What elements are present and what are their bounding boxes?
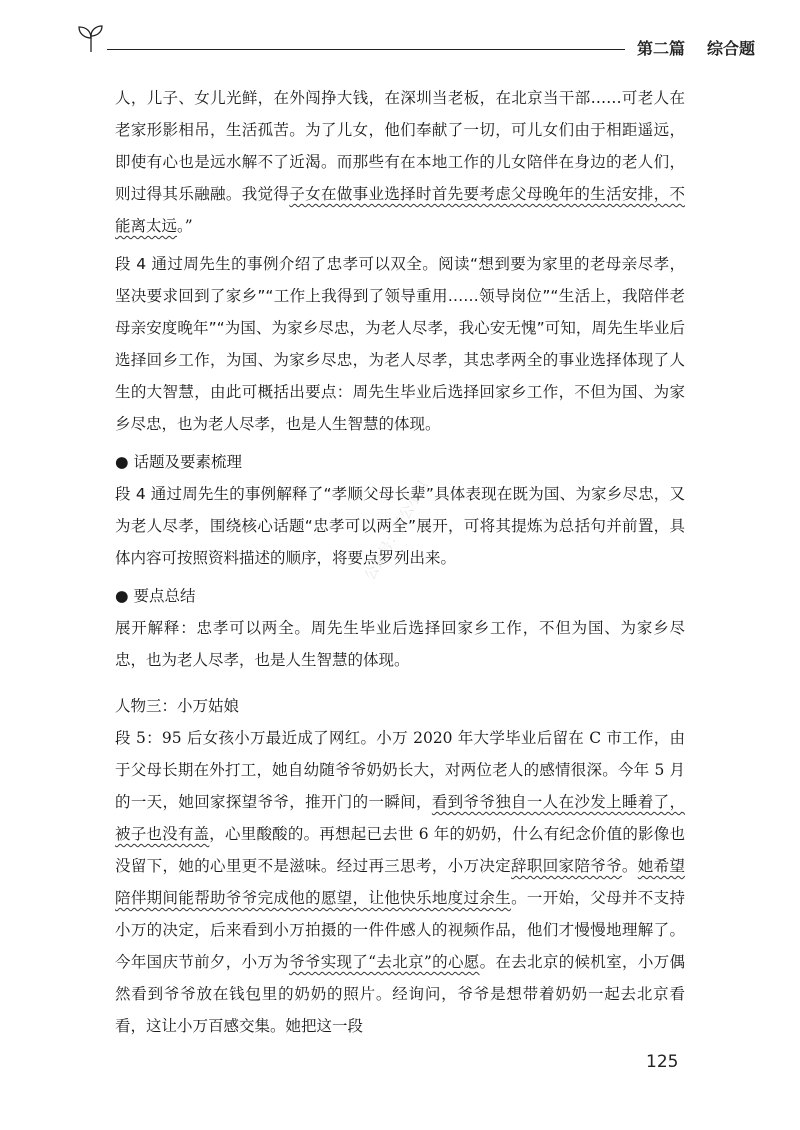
page-number: 125 — [646, 1052, 679, 1072]
material-paragraph: 段 5：95 后女孩小万最近成了网红。小万 2020 年大学毕业后留在 C 市工作，由于父母长期在外打工，她自幼随爷爷奶奶长大，对两位老人的感情很深。今年 5 月的一天，她回家探望爷爷，推开门的一瞬间，看到爷爷独自一人在沙发上睡着了，被子也没有盖，心里酸酸的。再想起已去世 6 年的奶奶，什么有纪念价值的影像也没留下，她的心里更不是滋味。经过再三思考，小万决定辞职回家陪爷爷。她希望陪伴期间能帮助爷爷完成他的愿望，让他快乐地度过余生。一开始，父母并不支持小万的决定，后来看到小万拍摄的一件件感人的视频作品，他们才慢慢地理解了。今年国庆节前夕，小万为爷爷实现了“去北京”的心愿。在去北京的候机室，小万偶然看到爷爷放在钱包里的奶奶的照片。经询问，爷爷是想带着奶奶一起去北京看看，这让小万百感交集。她把这一段 — [115, 729, 685, 1035]
underlined-phrase: 看到爷爷独自一人在沙发上睡着了，被子也没有盖 — [115, 793, 685, 843]
underlined-phrase: 辞职回家陪爷爷 — [511, 857, 622, 875]
page-body — [115, 82, 685, 1042]
underlined-phrase: 她希望陪伴期间能帮助爷爷完成他的愿望，让他快乐地度过余生 — [115, 857, 685, 907]
analysis-paragraph: 段 4 通过周先生的事例介绍了忠孝可以双全。阅读“想到要为家里的老母亲尽孝，坚决要求回到了家乡”“工作上我得到了领导重用……领导岗位”“生活上，我陪伴老母亲安度晚年”“为国、为家乡尽忠，为老人尽孝，我心安无愧”可知，周先生毕业后选择回乡工作，为国、为家乡尽忠，为老人尽孝，其忠孝两全的事业选择体现了人生的大智慧，由此可概括出要点：周先生毕业后选择回家乡工作，不但为国、为家乡尽忠，也为老人尽孝，也是人生智慧的体现。 — [115, 255, 685, 433]
header-title — [637, 36, 755, 59]
summary-paragraph: 展开解释：忠孝可以两全。周先生毕业后选择回家乡工作，不但为国、为家乡尽忠，也为老人尽孝，也是人生智慧的体现。 — [115, 619, 685, 669]
person-heading: 人物三：小万姑娘 — [115, 697, 240, 715]
watermark: 公众号：考公小组 — [361, 478, 432, 583]
underlined-phrase: 爷爷实现了“去北京”的心愿 — [289, 953, 480, 971]
underlined-phrase: 子女在做事业选择时首先要考虑父母晚年的生活安排，不能离太远 — [115, 185, 685, 235]
section-heading-summary: ● 要点总结 — [115, 580, 685, 612]
page-header — [75, 22, 756, 58]
header-section: 综合题 — [707, 39, 756, 58]
header-part: 第二篇 — [637, 39, 686, 58]
sprout-leaf-icon — [75, 22, 107, 54]
topic-paragraph: 段 4 通过周先生的事例解释了“孝顺父母长辈”具体表现在既为国、为家乡尽忠，又为老人尽孝，围绕核心话题“忠孝可以两全”展开，可将其提炼为总括句并前置，具体内容可按照资料描述的顺序，将要点罗列出来。 — [115, 485, 685, 567]
section-heading-topic: ● 话题及要素梳理 — [115, 446, 685, 478]
header-rule — [107, 49, 625, 50]
paragraph-continued: 人，儿子、女儿光鲜，在外闯挣大钱，在深圳当老板，在北京当干部……可老人在老家形影相吊，生活孤苦。为了儿女，他们奉献了一切，可儿女们由于相距遥远，即使有心也是远水解不了近渴。而那些有在本地工作的儿女陪伴在身边的老人们，则过得其乐融融。我觉得子女在做事业选择时首先要考虑父母晚年的生活安排，不能离太远。” — [115, 89, 685, 235]
